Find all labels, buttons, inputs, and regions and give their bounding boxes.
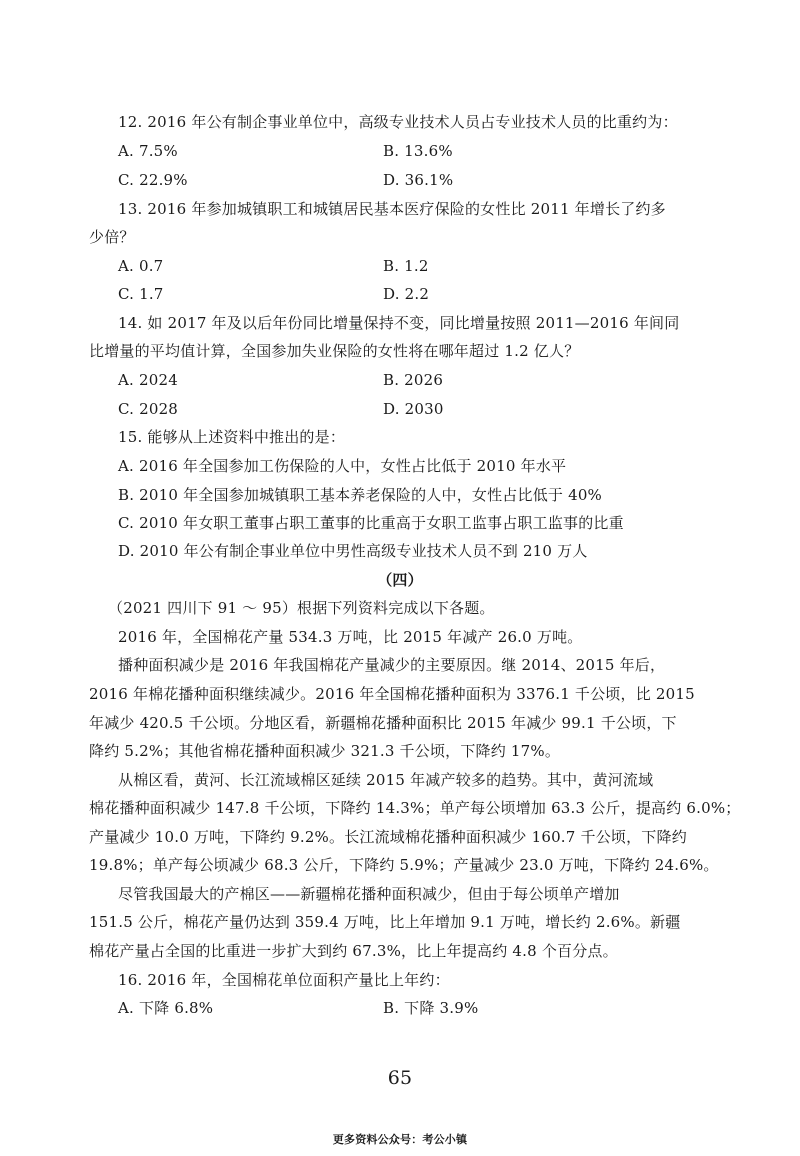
q13-option-b: B. 1.2	[383, 257, 429, 275]
passage-p3-line1: 从棉区看，黄河、长江流域棉区延续 2015 年减产较多的趋势。其中，黄河流域	[118, 771, 654, 789]
q13-option-c: C. 1.7	[118, 285, 164, 303]
q12-option-b: B. 13.6%	[383, 142, 453, 160]
section-heading: （四）	[377, 571, 423, 589]
q15-option-b: B. 2010 年全国参加城镇职工基本养老保险的人中，女性占比低于 40%	[118, 486, 603, 504]
question-14-stem-line1: 14. 如 2017 年及以后年份同比增量保持不变，同比增量按照 2011—2016 年间同	[118, 314, 680, 332]
q15-option-d: D. 2010 年公有制企事业单位中男性高级专业技术人员不到 210 万人	[118, 542, 588, 560]
passage-p4-line1: 尽管我国最大的产棉区——新疆棉花播种面积减少，但由于每公顷单产增加	[118, 885, 620, 903]
q15-option-c: C. 2010 年女职工董事占职工董事的比重高于女职工监事占职工监事的比重	[118, 514, 624, 532]
section-source: （2021 四川下 91 ～ 95）根据下列资料完成以下各题。	[108, 599, 495, 617]
q12-option-a: A. 7.5%	[118, 142, 178, 160]
passage-p2-line2: 2016 年棉花播种面积继续减少。2016 年全国棉花播种面积为 3376.1 千公顷，比 2015	[89, 685, 695, 703]
passage-p1: 2016 年，全国棉花产量 534.3 万吨，比 2015 年减产 26.0 万吨。	[118, 628, 583, 646]
q13-option-d: D. 2.2	[383, 285, 430, 303]
passage-p2-line1: 播种面积减少是 2016 年我国棉花产量减少的主要原因。继 2014、2015 年后，	[118, 656, 666, 674]
passage-p4-line2: 151.5 公斤，棉花产量仍达到 359.4 万吨，比上年增加 9.1 万吨，增长约 2.6%。新疆	[89, 913, 681, 931]
question-14-stem-line2: 比增量的平均值计算，全国参加失业保险的女性将在哪年超过 1.2 亿人？	[89, 342, 580, 360]
passage-p3-line3: 产量减少 10.0 万吨，下降约 9.2%。长江流域棉花播种面积减少 160.7 千公顷，下降约	[89, 828, 687, 846]
q13-option-a: A. 0.7	[118, 257, 164, 275]
passage-p2-line4: 降约 5.2%；其他省棉花播种面积减少 321.3 千公顷，下降约 17%。	[89, 742, 561, 760]
passage-p3-line4: 19.8%；单产每公顷减少 68.3 公斤，下降约 5.9%；产量减少 23.0 万吨，下降约 24.6%。	[89, 856, 719, 874]
q14-option-a: A. 2024	[118, 371, 178, 389]
question-13-stem-line1: 13. 2016 年参加城镇职工和城镇居民基本医疗保险的女性比 2011 年增长了约多	[118, 200, 666, 218]
passage-p3-line2: 棉花播种面积减少 147.8 千公顷，下降约 14.3%；单产每公顷增加 63.3 公斤，提高约 6.0%；	[89, 799, 741, 817]
q14-option-c: C. 2028	[118, 400, 179, 418]
question-15-stem: 15. 能够从上述资料中推出的是：	[118, 428, 346, 446]
q14-option-d: D. 2030	[383, 400, 444, 418]
page-number: 65	[387, 1067, 413, 1089]
q16-option-b: B. 下降 3.9%	[383, 999, 479, 1017]
passage-p2-line3: 年减少 420.5 千公顷。分地区看，新疆棉花播种面积比 2015 年减少 99.1 千公顷，下	[89, 714, 677, 732]
q12-option-c: C. 22.9%	[118, 171, 188, 189]
footer-note: 更多资料公众号：考公小镇	[332, 1133, 468, 1146]
q16-option-a: A. 下降 6.8%	[118, 999, 214, 1017]
question-16-stem: 16. 2016 年，全国棉花单位面积产量比上年约：	[118, 971, 450, 989]
q12-option-d: D. 36.1%	[383, 171, 454, 189]
passage-p4-line3: 棉花产量占全国的比重进一步扩大到约 67.3%，比上年提高约 4.8 个百分点。	[89, 942, 618, 960]
q15-option-a: A. 2016 年全国参加工伤保险的人中，女性占比低于 2010 年水平	[118, 457, 567, 475]
question-12-stem: 12. 2016 年公有制企事业单位中，高级专业技术人员占专业技术人员的比重约为：	[118, 113, 678, 131]
question-13-stem-line2: 少倍？	[89, 228, 135, 246]
q14-option-b: B. 2026	[383, 371, 444, 389]
